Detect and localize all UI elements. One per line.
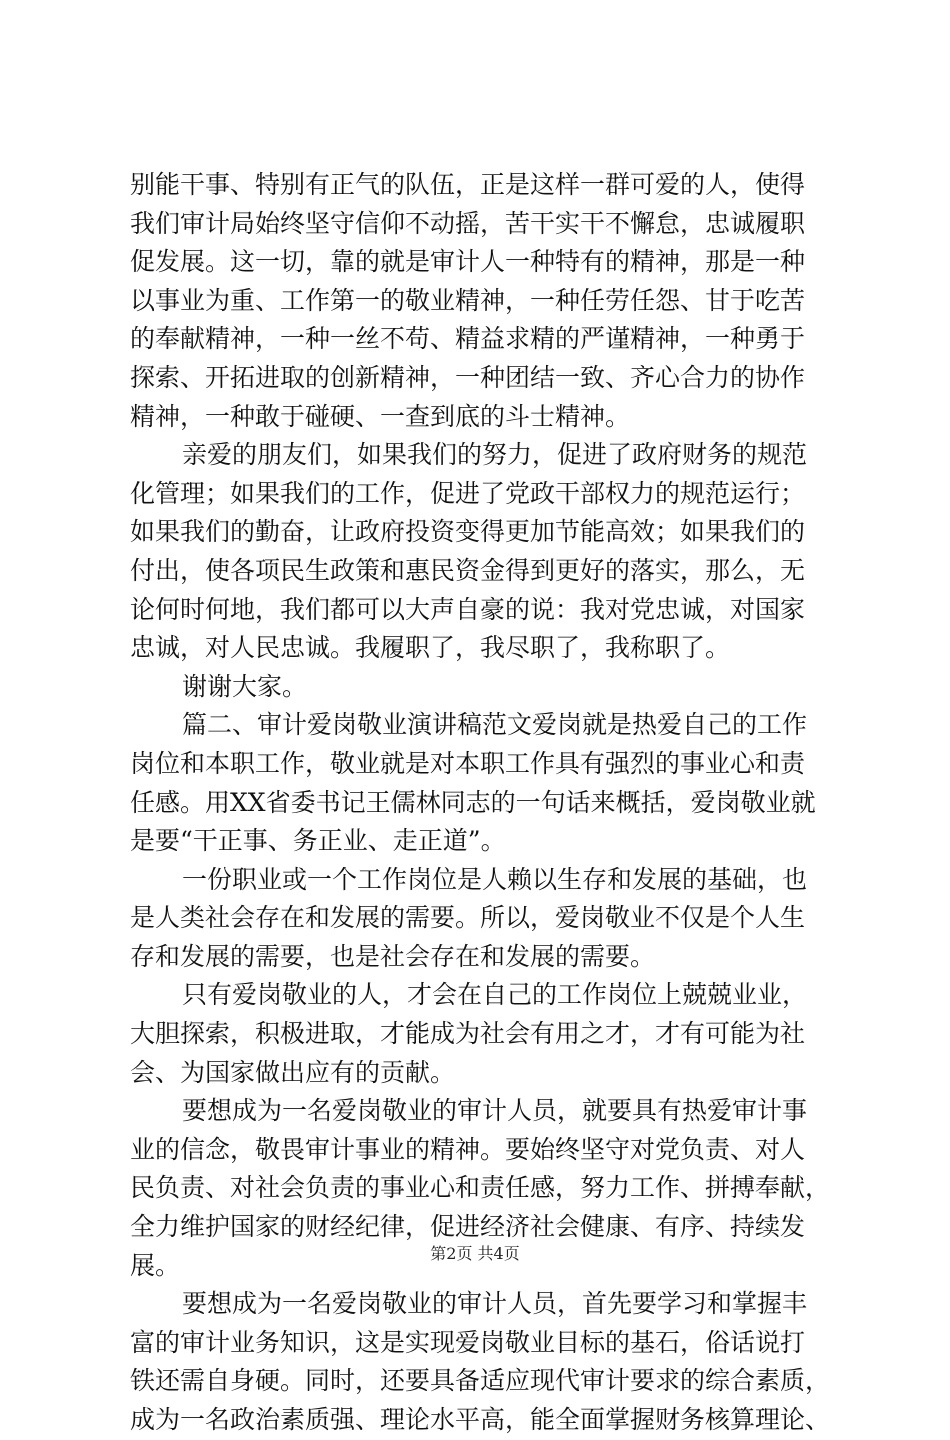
text-line: 存和发展的需要，也是社会存在和发展的需要。 (130, 941, 656, 971)
text-line: 大胆探索，积极进取，才能成为社会有用之才，才有可能为社 (130, 1019, 806, 1049)
text-line: 铁还需自身硬。同时，还要具备适应现代审计要求的综合素质， (130, 1366, 831, 1396)
text-line: 是要“干正事、务正业、走正道”。 (130, 826, 506, 856)
text-line: 要想成为一名爱岗敬业的审计人员，就要具有热爱审计事 (182, 1096, 808, 1126)
text-line: 论何时何地，我们都可以大声自豪的说：我对党忠诚，对国家 (130, 594, 806, 624)
text-line: 富的审计业务知识，这是实现爱岗敬业目标的基石，俗话说打 (130, 1327, 806, 1357)
page-footer: 第2页 共4页 (430, 1244, 520, 1263)
text-line: 以事业为重、工作第一的敬业精神，一种任劳任怨、甘于吃苦 (130, 285, 806, 315)
text-line: 要想成为一名爱岗敬业的审计人员，首先要学习和掌握丰 (182, 1289, 808, 1319)
text-line: 一份职业或一个工作岗位是人赖以生存和发展的基础，也 (182, 864, 808, 894)
text-line: 篇二、审计爱岗敬业演讲稿范文爱岗就是热爱自己的工作 (182, 710, 808, 740)
text-line: 如果我们的勤奋，让政府投资变得更加节能高效；如果我们的 (130, 517, 806, 547)
text-line: 岗位和本职工作，敬业就是对本职工作具有强烈的事业心和责 (130, 748, 806, 778)
text-line: 谢谢大家。 (182, 671, 308, 701)
text-line: 精神，一种敢于碰硬、一查到底的斗士精神。 (130, 401, 631, 431)
text-line: 探索、开拓进取的创新精神，一种团结一致、齐心合力的协作 (130, 362, 806, 392)
text-line: 亲爱的朋友们，如果我们的努力，促进了政府财务的规范 (182, 440, 808, 470)
text-line: 民负责、对社会负责的事业心和责任感，努力工作、拼搏奉献， (130, 1173, 831, 1203)
text-line: 只有爱岗敬业的人，才会在自己的工作岗位上兢兢业业， (182, 980, 808, 1010)
text-line: 我们审计局始终坚守信仰不动摇，苦干实干不懈怠，忠诚履职 (130, 208, 806, 238)
text-line: 促发展。这一切，靠的就是审计人一种特有的精神，那是一种 (130, 247, 806, 277)
text-line: 会、为国家做出应有的贡献。 (130, 1057, 456, 1087)
text-line: 是人类社会存在和发展的需要。所以，爱岗敬业不仅是个人生 (130, 903, 806, 933)
text-line: 展。 (130, 1250, 181, 1280)
text-line: 别能干事、特别有正气的队伍，正是这样一群可爱的人，使得 (130, 170, 806, 199)
text-line: 的奉献精神，一种一丝不苟、精益求精的严谨精神，一种勇于 (130, 324, 806, 354)
text-line: 成为一名政治素质强、理论水平高，能全面掌握财务核算理论、 (130, 1405, 831, 1434)
text-line: 业的信念，敬畏审计事业的精神。要始终坚守对党负责、对人 (130, 1134, 806, 1164)
text-line: 全力维护国家的财经纪律，促进经济社会健康、有序、持续发 (130, 1212, 806, 1242)
text-line: 任感。用XX省委书记王儒林同志的一句话来概括，爱岗敬业就 (130, 787, 816, 817)
text-line: 化管理；如果我们的工作，促进了党政干部权力的规范运行； (130, 478, 806, 508)
text-line: 付出，使各项民生政策和惠民资金得到更好的落实，那么，无 (130, 555, 806, 585)
text-line: 忠诚，对人民忠诚。我履职了，我尽职了，我称职了。 (130, 633, 731, 663)
